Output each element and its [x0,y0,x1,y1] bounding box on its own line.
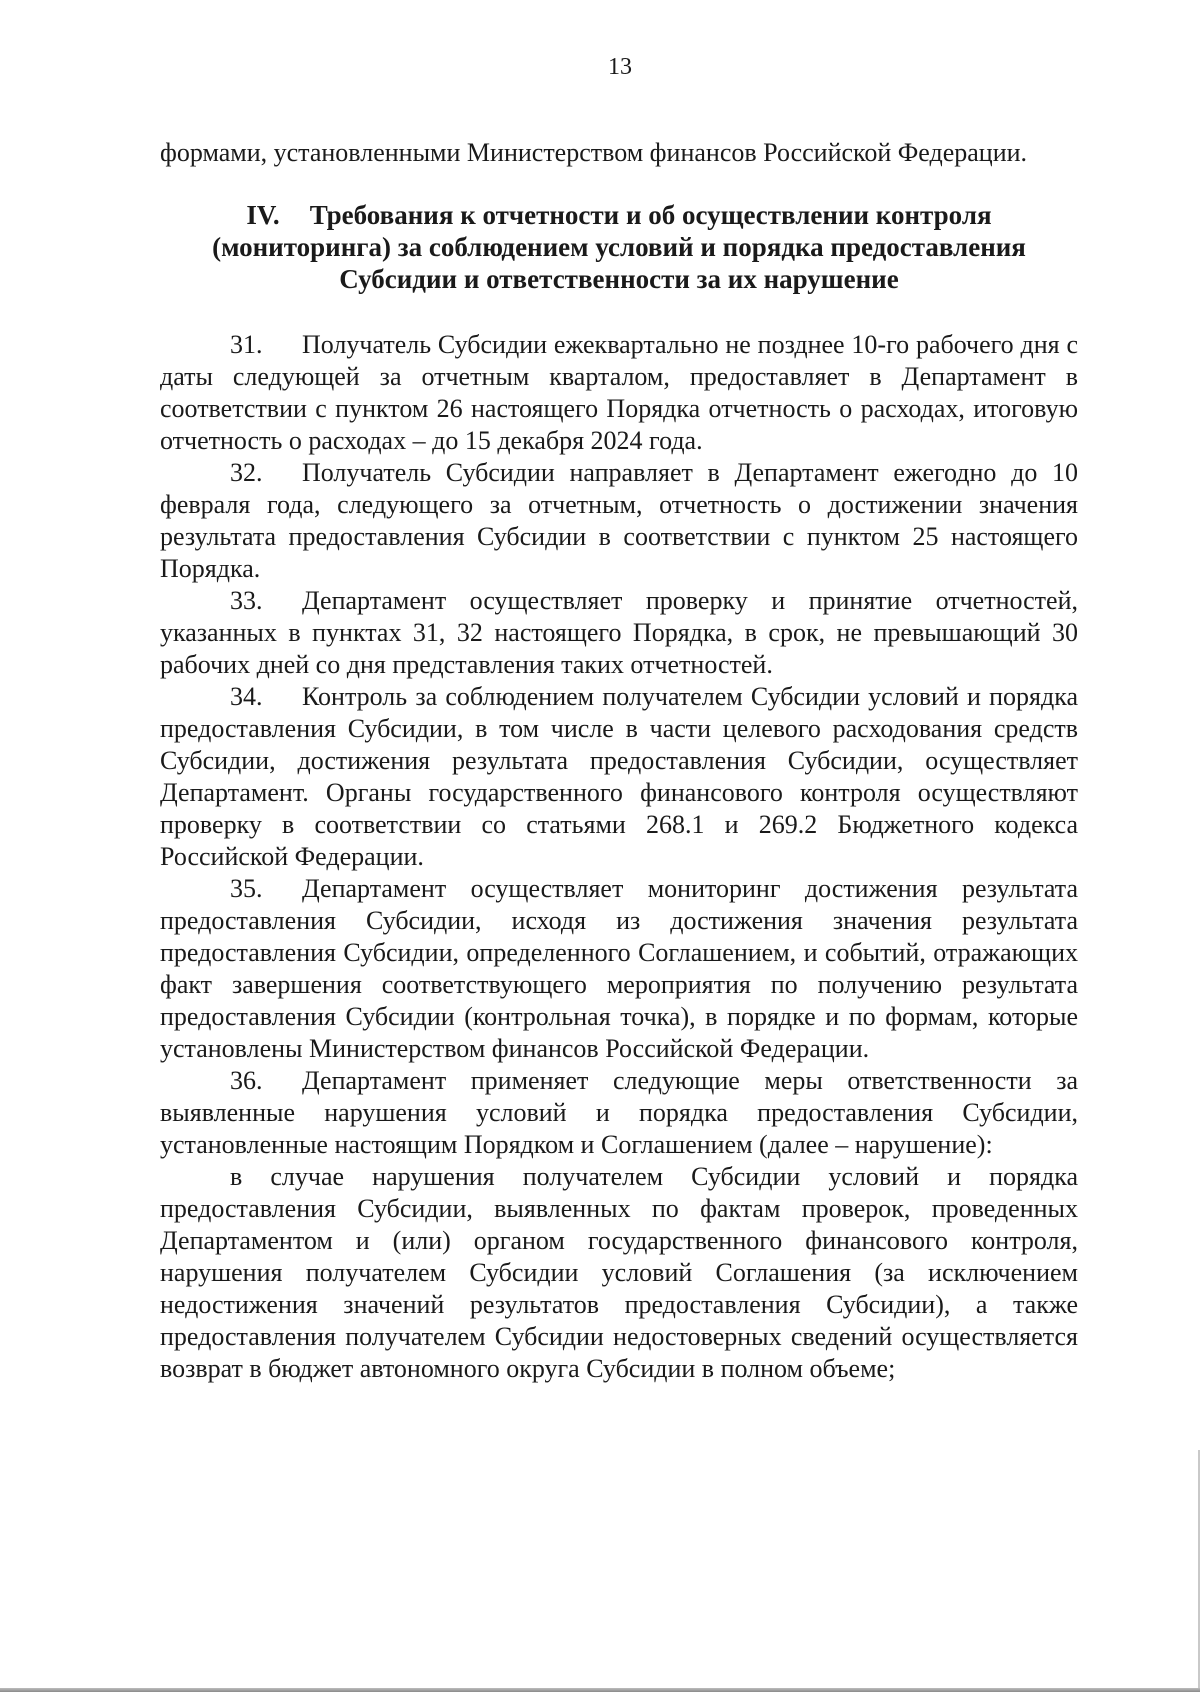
paragraph-32 [160,457,1078,585]
scan-bottom-edge [0,1688,1200,1692]
paragraph-number: 32. [230,458,263,487]
paragraph-number: 36. [230,1066,263,1095]
paragraph-34 [160,681,1078,873]
paragraph-33 [160,585,1078,681]
section-heading [160,199,1078,295]
page-number: 13 [608,54,632,80]
paragraph-text: Получатель Субсидии ежеквартально не позднее 10-го рабочего дня с даты следующей за отчетным кварталом, предоставляет в Департамент в соответствии с пунктом 26 настоящего Порядка отчетность о расходах, итоговую отчетность о расходах – до 15 декабря 2024 года. [160,330,1078,455]
paragraph-36 [160,1065,1078,1161]
section-title: Требования к отчетности и об осуществлении контроля (мониторинга) за соблюдением условий и порядка предоставления Субсидии и ответственности за их нарушение [212,200,1026,294]
paragraph-text: Департамент осуществляет мониторинг достижения результата предоставления Субсидии, исходя из достижения значения результата предоставления Субсидии, определенного Соглашением, и событий, отражающих факт завершения соответствующего мероприятия по получению результата предоставления Субсидии (контрольная точка), в порядке и по формам, которые установлены Министерством финансов Российской Федерации. [160,874,1078,1063]
paragraph-number: 35. [230,874,263,903]
subparagraph: в случае нарушения получателем Субсидии условий и порядка предоставления Субсидии, выявленных по фактам проверок, проведенных Департаментом и (или) органом государственного финансового контроля, нарушения получателем Субсидии условий Соглашения (за исключением недостижения значений результатов предоставления Субсидии), а также предоставления получателем Субсидии недостоверных сведений осуществляется возврат в бюджет автономного округа Субсидии в полном объеме; [160,1162,1078,1383]
paragraph-number: 31. [230,330,263,359]
paragraph-text: Получатель Субсидии направляет в Департамент ежегодно до 10 февраля года, следующего за отчетным, отчетность о достижении значения результата предоставления Субсидии в соответствии с пунктом 25 настоящего Порядка. [160,458,1078,583]
paragraph-35 [160,873,1078,1065]
paragraph-text: Контроль за соблюдением получателем Субсидии условий и порядка предоставления Субсидии, в том числе в части целевого расходования средств Субсидии, достижения результата предоставления Субсидии, осуществляет Департамент. Органы государственного финансового контроля осуществляют проверку в соответствии со статьями 268.1 и 269.2 Бюджетного кодекса Российской Федерации. [160,682,1078,871]
paragraph-number: 34. [230,682,263,711]
paragraph-text: Департамент применяет следующие меры ответственности за выявленные нарушения условий и порядка предоставления Субсидии, установленные настоящим Порядком и Соглашением (далее – нарушение): [160,1066,1078,1159]
paragraph-31 [160,329,1078,457]
intro-paragraph: формами, установленными Министерством финансов Российской Федерации. [160,138,1028,167]
section-number: IV. [246,200,280,230]
document-body [160,137,1078,1385]
paragraph-number: 33. [230,586,263,615]
paragraph-text: Департамент осуществляет проверку и принятие отчетностей, указанных в пунктах 31, 32 настоящего Порядка, в срок, не превышающий 30 рабочих дней со дня представления таких отчетностей. [160,586,1078,679]
